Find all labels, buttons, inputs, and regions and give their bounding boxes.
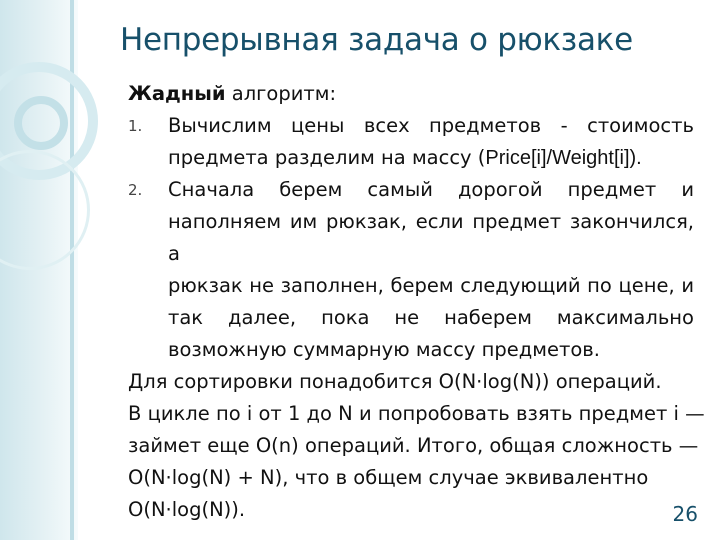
list-item-1-line-2-text: предмета разделим на массу ( — [168, 146, 486, 169]
list-item-2-line-1: Сначала берем самый дорогой предмет и — [168, 178, 694, 201]
list-item-2-line-3: рюкзак не заполнен, берем следующий по цене, и — [168, 274, 694, 297]
algorithm-heading — [128, 78, 694, 110]
price-weight-formula: Price[i]/Weight[i]). — [485, 147, 642, 169]
list-number-2: 2. — [128, 181, 143, 199]
slide-content — [128, 78, 705, 526]
paragraph-line-1: Для сортировки понадобится O(N·log(N)) операций. — [128, 370, 662, 393]
slide-title: Непрерывная задача о рюкзаке — [120, 22, 633, 58]
paragraph-line-4: O(N·log(N) + N), что в общем случае эквивалентно — [128, 466, 649, 489]
list-item-2 — [128, 174, 694, 366]
paragraph-line-3: займет еще O(n) операций. Итого, общая сложность — — [128, 434, 699, 457]
list-item-2-line-2: наполняем им рюкзак, если предмет закончился, а — [168, 210, 694, 265]
list-item-1 — [128, 110, 694, 174]
list-item-2-line-4: так далее, пока не наберем максимально — [168, 306, 694, 329]
list-item-1-line-1: Вычислим цены всех предметов - стоимость — [168, 114, 694, 137]
heading-bold-word: Жадный — [128, 82, 226, 105]
decorative-sidebar — [0, 0, 78, 540]
paragraph-line-2: В цикле по i от 1 до N и попробовать взять предмет i — — [128, 402, 705, 425]
heading-rest: алгоритм: — [225, 82, 337, 105]
decorative-ring-small — [14, 96, 68, 150]
list-item-2-line-5: возможную суммарную массу предметов. — [168, 338, 600, 361]
paragraph-line-5: O(N·log(N)). — [128, 498, 246, 521]
decorative-ring-outline — [0, 150, 90, 270]
list-number-1: 1. — [128, 117, 143, 135]
page-number: 26 — [672, 502, 698, 526]
list-item-1-line-2 — [168, 142, 694, 174]
